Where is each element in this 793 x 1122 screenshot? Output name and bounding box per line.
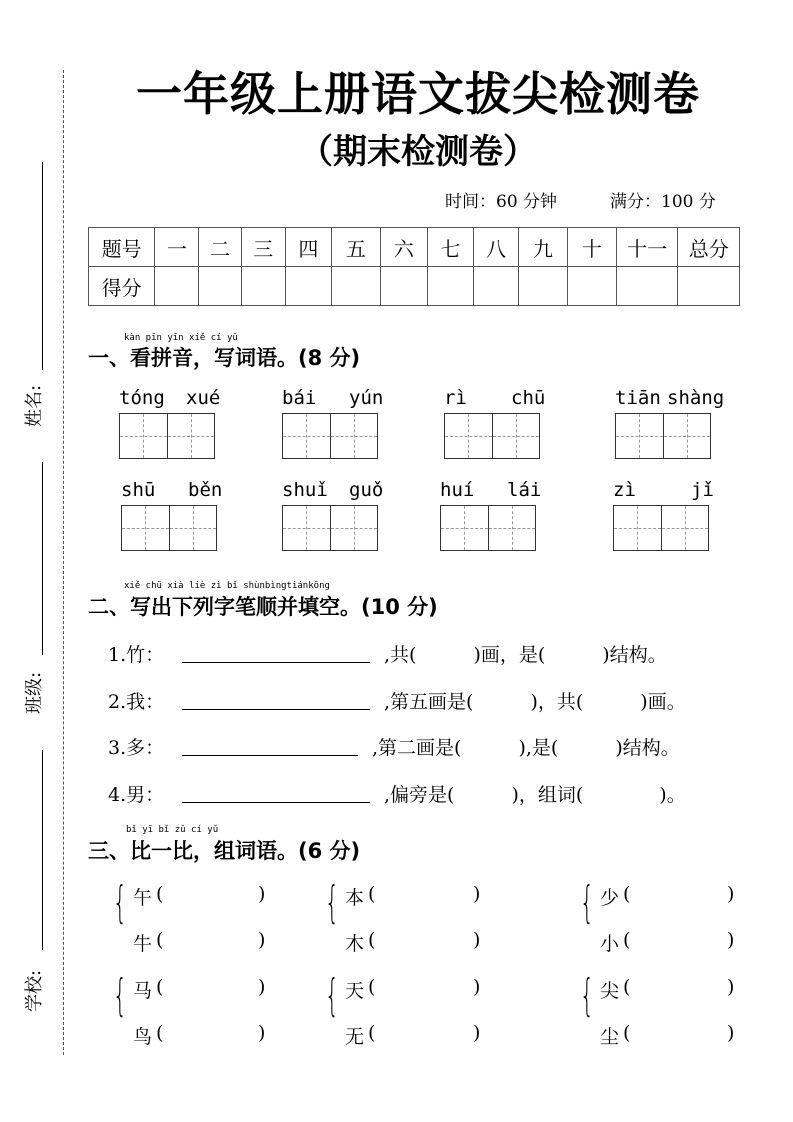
close-paren: ): [258, 1022, 266, 1044]
section3-pinyin: bǐ yī bǐ zǔ cí yǔ: [126, 825, 219, 835]
close-paren: ): [258, 929, 266, 951]
stroke-question-label: 1.竹：: [108, 644, 165, 666]
open-paren: (: [623, 976, 631, 998]
close-paren: ): [473, 976, 481, 998]
binding-cut-line: [63, 70, 64, 1055]
compare-char: 尘: [600, 1026, 620, 1048]
grid-cell[interactable]: [122, 506, 170, 550]
grid-cell[interactable]: [120, 414, 168, 458]
school-label: 学校:: [24, 969, 46, 1013]
word-answer-blank[interactable]: [170, 976, 254, 1000]
grid-cell[interactable]: [493, 414, 540, 458]
score-header-cell: 十: [567, 228, 616, 267]
section2-pinyin: xiě chū xià liè zì bǐ shùnbìngtiánkōng: [124, 581, 330, 591]
score-header-cell: 一: [155, 228, 199, 267]
stroke-answer-line[interactable]: [182, 662, 370, 663]
compare-char: 无: [345, 1026, 365, 1048]
class-label: 班级:: [24, 671, 46, 715]
brace-icon: {: [113, 970, 127, 1021]
pinyin-syllable: shàng: [667, 387, 725, 409]
word-answer-blank[interactable]: [637, 929, 723, 953]
close-paren: ): [727, 976, 735, 998]
grid-cell[interactable]: [170, 506, 217, 550]
pinyin-syllable: zì: [613, 479, 636, 501]
close-paren: ): [473, 929, 481, 951]
open-paren: (: [623, 929, 631, 951]
writing-grid[interactable]: [613, 505, 709, 551]
brace-icon: {: [325, 877, 339, 928]
pinyin-syllable: shū: [121, 479, 156, 501]
stroke-question-text: ,第五画是( )，共( )画。: [384, 690, 686, 713]
score-cell[interactable]: [473, 267, 518, 306]
section2-heading: 二、写出下列字笔顺并填空。(10 分): [88, 595, 438, 619]
compare-char: 午: [133, 887, 153, 909]
writing-grid[interactable]: [121, 505, 217, 551]
score-header-cell: 九: [519, 228, 568, 267]
writing-grid[interactable]: [615, 413, 711, 459]
brace-icon: {: [113, 877, 127, 928]
stroke-answer-line[interactable]: [182, 709, 370, 710]
writing-grid[interactable]: [282, 413, 378, 459]
writing-grid[interactable]: [444, 413, 540, 459]
grid-cell[interactable]: [441, 506, 489, 550]
score-header-cell: 题号: [89, 228, 155, 267]
score-header-cell: 七: [427, 228, 473, 267]
score-header-cell: 八: [473, 228, 518, 267]
grid-cell[interactable]: [614, 506, 662, 550]
compare-char: 木: [345, 933, 365, 955]
score-cell[interactable]: [616, 267, 678, 306]
score-cell[interactable]: [380, 267, 427, 306]
school-line: [42, 750, 43, 950]
close-paren: ): [258, 976, 266, 998]
grid-cell[interactable]: [331, 506, 378, 550]
writing-grid[interactable]: [282, 505, 378, 551]
score-table: [88, 227, 740, 306]
open-paren: (: [368, 929, 376, 951]
close-paren: ): [727, 929, 735, 951]
compare-char: 小: [600, 933, 620, 955]
score-cell[interactable]: [427, 267, 473, 306]
close-paren: ): [258, 883, 266, 905]
open-paren: (: [156, 976, 164, 998]
pinyin-syllable: huí: [440, 479, 475, 501]
open-paren: (: [623, 883, 631, 905]
score-header-cell: 二: [199, 228, 241, 267]
grid-cell[interactable]: [662, 506, 709, 550]
pinyin-syllable: guǒ: [349, 479, 384, 501]
score-cell[interactable]: [199, 267, 241, 306]
stroke-answer-line[interactable]: [182, 755, 358, 756]
pinyin-syllable: tiān: [615, 387, 661, 409]
compare-char: 本: [345, 887, 365, 909]
stroke-question-text: ,偏旁是( )，组词( )。: [384, 783, 686, 806]
open-paren: (: [156, 1022, 164, 1044]
pinyin-syllable: chū: [511, 387, 546, 409]
score-header-cell: 五: [331, 228, 380, 267]
score-cell[interactable]: [241, 267, 285, 306]
brace-icon: {: [580, 877, 594, 928]
grid-cell[interactable]: [445, 414, 493, 458]
stroke-question-label: 2.我：: [108, 690, 165, 713]
grid-cell[interactable]: [616, 414, 664, 458]
word-answer-blank[interactable]: [637, 1022, 723, 1046]
score-header-cell: 六: [380, 228, 427, 267]
compare-char: 天: [345, 980, 365, 1002]
compare-char: 牛: [133, 933, 153, 955]
score-cell[interactable]: [285, 267, 331, 306]
close-paren: ): [727, 1022, 735, 1044]
grid-cell[interactable]: [283, 506, 331, 550]
score-cell[interactable]: [567, 267, 616, 306]
page-subtitle: （期末检测卷）: [299, 132, 537, 172]
grid-cell[interactable]: [489, 506, 536, 550]
grid-cell[interactable]: [664, 414, 711, 458]
writing-grid[interactable]: [119, 413, 215, 459]
word-answer-blank[interactable]: [382, 883, 469, 907]
stroke-question-text: ,共( )画，是( )结构。: [384, 644, 667, 666]
score-cell[interactable]: [331, 267, 380, 306]
word-answer-blank[interactable]: [170, 929, 254, 953]
page-title: 一年级上册语文拔尖检测卷: [136, 67, 700, 121]
word-answer-blank[interactable]: [637, 883, 723, 907]
pinyin-syllable: shuǐ: [282, 479, 328, 501]
score-header-cell: 总分: [678, 228, 740, 267]
word-answer-blank[interactable]: [170, 1022, 254, 1046]
pinyin-syllable: rì: [444, 387, 467, 409]
section1-pinyin: kàn pīn yīn xiě cí yǔ: [124, 333, 238, 343]
word-answer-blank[interactable]: [170, 883, 254, 907]
score-header-cell: 十一: [616, 228, 678, 267]
writing-grid[interactable]: [440, 505, 536, 551]
compare-char: 尖: [600, 980, 620, 1002]
compare-char: 马: [133, 980, 153, 1002]
class-line: [42, 462, 43, 655]
name-line: [42, 162, 43, 370]
grid-cell[interactable]: [168, 414, 215, 458]
close-paren: ): [473, 883, 481, 905]
close-paren: ): [473, 1022, 481, 1044]
section3-heading: 三、比一比，组词语。(6 分): [88, 839, 361, 863]
name-label: 姓名:: [24, 384, 46, 428]
stroke-question-text: ,第二画是( ),是( )结构。: [372, 737, 680, 759]
full-score: 满分：100 分: [610, 192, 716, 212]
open-paren: (: [156, 883, 164, 905]
brace-icon: {: [580, 970, 594, 1021]
grid-cell[interactable]: [331, 414, 378, 458]
open-paren: (: [368, 976, 376, 998]
pinyin-syllable: jǐ: [691, 479, 714, 501]
grid-cell[interactable]: [283, 414, 331, 458]
stroke-question-label: 4.男：: [108, 783, 165, 806]
open-paren: (: [156, 929, 164, 951]
pinyin-syllable: lái: [507, 479, 542, 501]
word-answer-blank[interactable]: [382, 976, 469, 1000]
stroke-question-label: 3.多：: [108, 737, 165, 759]
pinyin-syllable: tóng: [119, 387, 165, 409]
pinyin-syllable: běn: [188, 479, 223, 501]
word-answer-blank[interactable]: [382, 1022, 469, 1046]
compare-char: 鸟: [133, 1026, 153, 1048]
score-cell[interactable]: [155, 267, 199, 306]
word-answer-blank[interactable]: [637, 976, 723, 1000]
score-row-label: 得分: [89, 267, 155, 306]
stroke-answer-line[interactable]: [182, 802, 370, 803]
close-paren: ): [727, 883, 735, 905]
score-header-cell: 四: [285, 228, 331, 267]
pinyin-syllable: yún: [349, 387, 384, 409]
open-paren: (: [368, 883, 376, 905]
brace-icon: {: [325, 970, 339, 1021]
section1-heading: 一、看拼音，写词语。(8 分): [88, 346, 361, 370]
open-paren: (: [623, 1022, 631, 1044]
open-paren: (: [368, 1022, 376, 1044]
compare-char: 少: [600, 887, 620, 909]
score-header-cell: 三: [241, 228, 285, 267]
word-answer-blank[interactable]: [382, 929, 469, 953]
score-cell[interactable]: [678, 267, 740, 306]
pinyin-syllable: bái: [282, 387, 317, 409]
pinyin-syllable: xué: [186, 387, 221, 409]
score-cell[interactable]: [519, 267, 568, 306]
time-limit: 时间：60 分钟: [445, 192, 558, 212]
